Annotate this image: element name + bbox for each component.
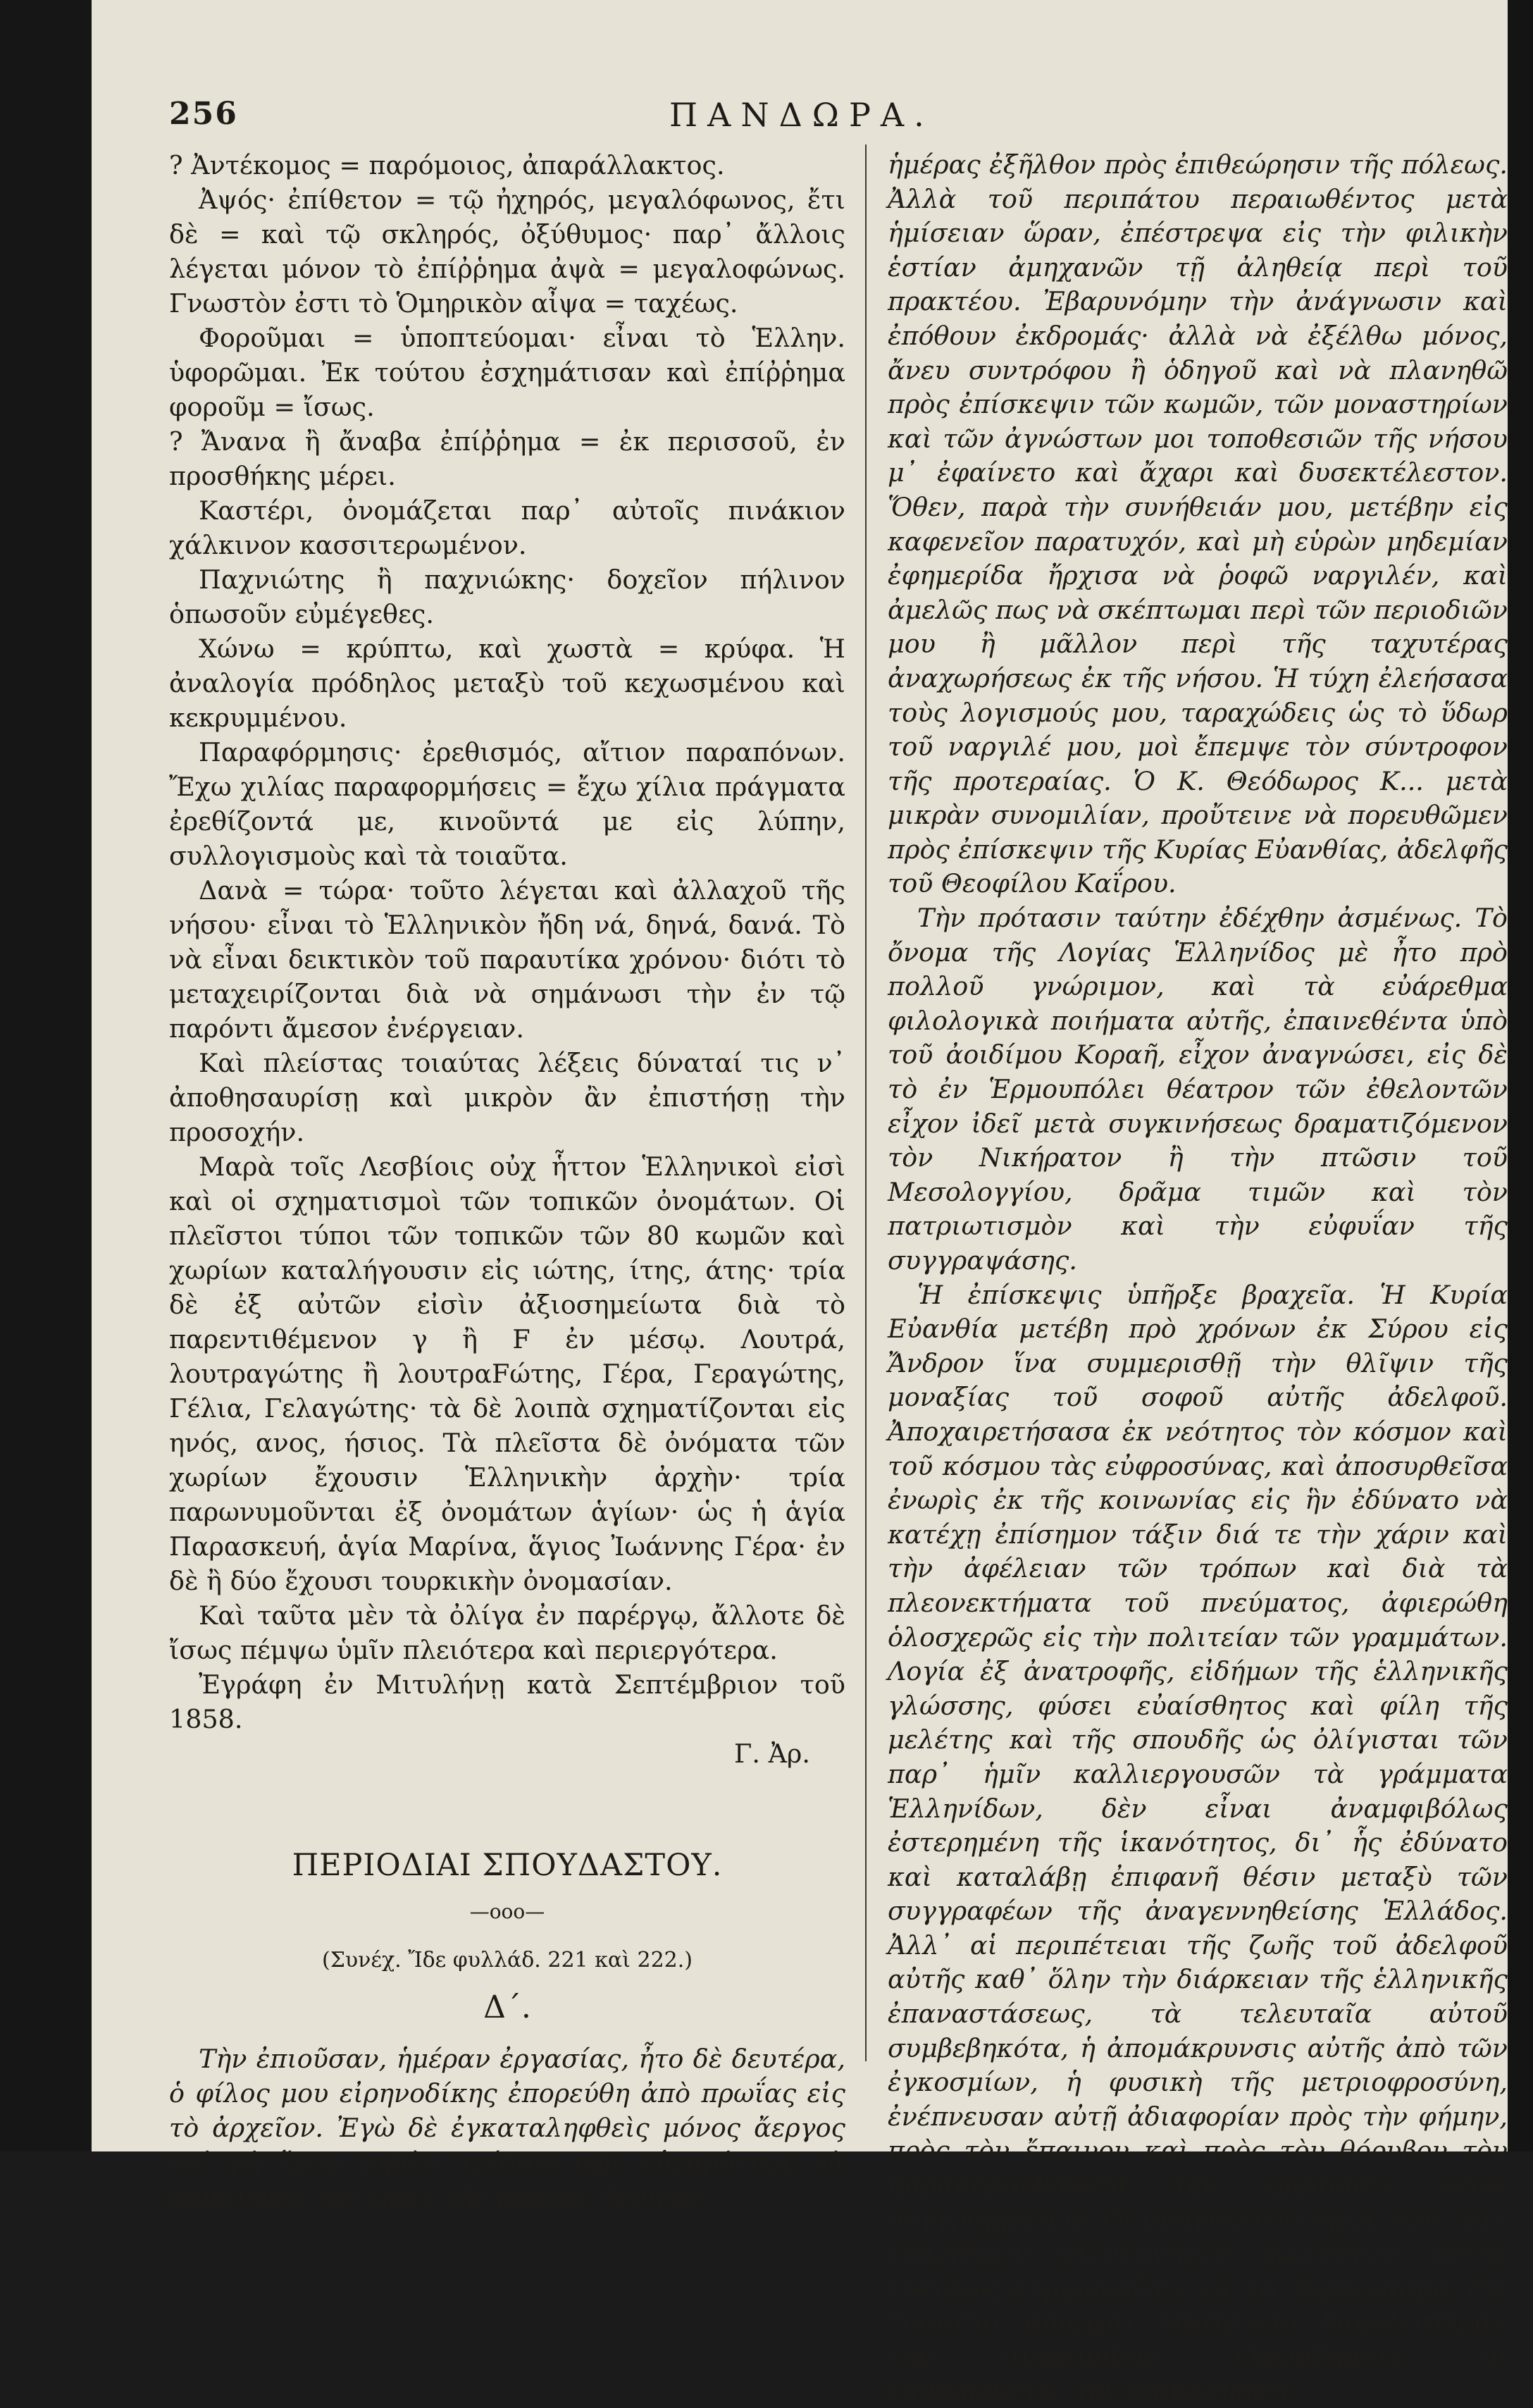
page-header	[92, 83, 1508, 140]
entry-antekomos: ? Ἀντέκομος = παρόμοιος, ἀπαράλλακτος.	[169, 150, 725, 180]
section-title: ΠΕΡΙΟΔΙΑΙ ΣΠΟΥΔΑΣΤΟΥ.	[292, 1848, 723, 1883]
page-gutter	[0, 0, 92, 2151]
journal-title: ΠΑΝΔΩΡΑ.	[669, 96, 934, 134]
entry-dana: Δανὰ = τώρα· τοῦτο λέγεται καὶ ἀλλαχοῦ τῆς νήσου· εἶναι τὸ Ἑλληνικὸν ἤδη νά, δηνά, δανά. Τὸ νὰ εἶναι δεικτικὸν τοῦ παραυτίκα χρόνου· διότι τὸ μεταχειρίζονται διὰ νὰ σημάνωσι τὴν ἐν τῷ παρόντι ἄμεσον ἐνέργειαν.	[169, 875, 845, 1044]
chapter-number: Δ΄.	[483, 1989, 531, 2025]
paragraph-closing: Καὶ ταῦτα μὲν τὰ ὀλίγα ἐν παρέργῳ, ἄλλοτε δὲ ἴσως πέμψω ὑμῖν πλειότερα καὶ περιεργότερα.	[169, 1600, 845, 1665]
entry-chono: Χώνω = κρύπτω, καὶ χωστὰ = κρύφα. Ἡ ἀναλογία πρόδηλος μεταξὺ τοῦ κεχωσμένου καὶ κεκρυμμένου.	[169, 634, 845, 733]
page-edge-shadow	[1508, 0, 1533, 2151]
section-separator: —ooo—	[469, 1900, 545, 1923]
continuation-note: (Συνέχ. Ἴδε φυλλάδ. 221 καὶ 222.)	[322, 1948, 693, 1972]
entry-kasteri: Καστέρι, ὀνομάζεται παρ᾽ αὐτοῖς πινάκιον χάλκινον κασσιτερωμένον.	[169, 495, 845, 560]
paragraph-place-names: Μαρὰ τοῖς Λεσβίοις οὐχ ἧττον Ἑλληνικοὶ εἰσὶ καὶ οἱ σχηματισμοὶ τῶν τοπικῶν ὀνομάτων. Οἱ πλεῖστοι τύποι τῶν τοπικῶν τῶν 80 κωμῶν καὶ χωρίων καταλήγουσιν εἰς ιώτης, ίτης, άτης· τρία δὲ ἐξ αὐτῶν εἰσὶν ἀξιοσημείωτα διὰ τὸ παρεντιθέμενον γ ἢ F ἐν μέσῳ. Λουτρά, λουτραγώτης ἢ λουτραFώτης, Γέρα, Γεραγώτης, Γέλια, Γελαγώτης· τὰ δὲ λοιπὰ σχηματίζονται εἰς ηνός, ανος, ήσιος. Τὰ πλεῖστα δὲ ὀνόματα τῶν χωρίων ἔχουσιν Ἑλληνικὴν ἀρχὴν· τρία παρωνυμοῦνται ἐξ ὀνομάτων ἁγίων· ὡς ἡ ἁγία Παρασκευή, ἁγία Μαρίνα, ἅγιος Ἰωάννης Γέρα· ἐν δὲ ἢ δύο ἔχουσι τουρκικὴν ὀνομασίαν.	[169, 1151, 845, 1596]
right-paragraph-3: Ἡ ἐπίσκεψις ὑπῆρξε βραχεῖα. Ἡ Κυρία Εὐανθία μετέβη πρὸ χρόνων ἐκ Σύρου εἰς Ἄνδρον ἵνα συμμερισθῇ τὴν θλῖψιν τῆς μοναξίας τοῦ σοφοῦ αὐτῆς ἀδελφοῦ. Ἀποχαιρετήσασα ἐκ νεότητος τὸν κόσμον καὶ τοῦ κόσμου τὰς εὐφροσύνας, καὶ ἀποσυρθεῖσα ἐνωρὶς ἐκ τῆς κοινωνίας εἰς ἣν ἐδύνατο νὰ κατέχῃ ἐπίσημον τάξιν διά τε τὴν χάριν καὶ τὴν ἀφέλειαν τῶν τρόπων καὶ διὰ τὰ πλεονεκτήματα τοῦ πνεύματος, ἀφιερώθη ὁλοσχερῶς εἰς τὴν πολιτείαν τῶν γραμμάτων. Λογία ἐξ ἀνατροφῆς, εἰδήμων τῆς ἑλληνικῆς γλώσσης, φύσει εὐαίσθητος καὶ φίλη τῆς μελέτης καὶ τῆς σπουδῆς ὡς ὀλίγισται τῶν παρ᾽ ἡμῖν καλλιεργουσῶν τὰ γράμματα Ἑλληνίδων, δὲν εἶναι ἀναμφιβόλως ἐστερημένη τῆς ἱκανότητος, δι᾽ ἧς ἐδύνατο καὶ καταλάβῃ ἐπιφανῆ θέσιν μεταξὺ τῶν συγγραφέων τῆς ἀναγεννηθείσης Ἑλλάδος. Ἀλλ᾽ αἱ περιπέτειαι τῆς ζωῆς τοῦ ἀδελφοῦ αὐτῆς καθ᾽ ὅλην τὴν διάρκειαν τῆς ἑλληνικῆς ἐπαναστάσεως, τὰ τελευταῖα αὐτοῦ συμβεβηκότα, ἡ ἀπομάκρυνσις αὐτῆς ἀπὸ τῶν ἐγκοσμίων, ἡ φυσικὴ τῆς μετριοφροσύνη, ἐνέπνευσαν αὐτῇ ἀδιαφορίαν πρὸς τὴν φήμην, πρὸς τὸν ἔπαινον καὶ πρὸς τὸν θόρυβον τὸν παρακολουθοῦντα τὴν ἐμφάνισιν νέων συγγραμμάτων. Οἱ ἀναγνῶσται ὅμως τῶν λίαν εὐαρίθμων φιλολογικῶν προϊόντων αὐτῆς εὐκόλως συμφωνοῦσιν εἰς τὸ συμπέρασμα, ὅτι τοιαῦται ἀπαρχαὶ ὑπέσχοντο δαψιλεστέραν τὴν συγκομιδὴν· Ὁπωσδήποτε, οἱ ἐπιθυμοῦντες τὴν διακόσμησιν	[888, 1279, 1508, 2406]
column-rule	[865, 144, 867, 2061]
page-number: 256	[169, 96, 238, 132]
chapter-opening-paragraph: Τὴν ἐπιοῦσαν, ἡμέραν ἐργασίας, ἦτο δὲ δευτέρα, ὁ φίλος μου εἰρηνοδίκης ἐπορεύθη ἀπὸ πρωΐας εἰς τὸ ἀρχεῖον. Ἐγὼ δὲ ἐγκαταληφθεὶς μόνος ἄεργος καὶ μὴ ἔχων μηδὲν σχέδιον πῶς εὐχαρίστως νὰ δαπανήσω τὰς ὥρας τῆς μακρᾶς θερινῆς	[169, 2044, 845, 2212]
entry-paraformisis: Παραφόρμησις· ἐρεθισμός, αἴτιον παραπόνων. Ἔχω χιλίας παραφορμήσεις = ἔχω χίλια πράγματα ἐρεθίζοντά με, κινοῦντά με εἰς λύπην, συλλογισμοὺς καὶ τὰ τοιαῦτα.	[169, 737, 845, 871]
entry-apsos: Ἀψός· ἐπίθετον = τῷ ἠχηρός, μεγαλόφωνος, ἔτι δὲ = καὶ τῷ σκληρός, ὀξύθυμος· παρ᾽ ἄλλοις λέγεται μόνον τὸ ἐπίῤῥημα ἀψὰ = μεγαλοφώνως. Γνωστὸν ἐστι τὸ Ὁμηρικὸν αἶψα = ταχέως.	[169, 185, 845, 319]
left-column	[169, 148, 845, 2214]
date-line: Ἐγράφη ἐν Μιτυλήνῃ κατὰ Σεπτέμβριον τοῦ 1858.	[169, 1669, 845, 1734]
right-paragraph-2: Τὴν πρότασιν ταύτην ἐδέχθην ἀσμένως. Τὸ ὄνομα τῆς Λογίας Ἑλληνίδος μὲ ἦτο πρὸ πολλοῦ γνώριμον, καὶ τὰ εὐάρεθμα φιλολογικὰ ποιήματα αὐτῆς, ἐπαινεθέντα ὑπὸ τοῦ ἀοιδίμου Κοραῆ, εἶχον ἀναγνώσει, εἰς δὲ τὸ ἐν Ἑρμουπόλει θέατρον τῶν ἐθελοντῶν εἶχον ἰδεῖ μετὰ συγκινήσεως δραματιζόμενον τὸν Νικήρατον ἢ τὴν πτῶσιν τοῦ Μεσολογγίου, δρᾶμα τιμῶν καὶ τὸν πατριωτισμὸν καὶ τὴν εὐφυΐαν τῆς συγγραψάσης.	[888, 903, 1508, 1276]
entry-pachniotis: Παχνιώτης ἢ παχνιώκης· δοχεῖον πήλινον ὁπωσοῦν εὐμέγεθες.	[169, 564, 845, 629]
right-paragraph-1: ἡμέρας ἐξῆλθον πρὸς ἐπιθεώρησιν τῆς πόλεως. Ἀλλὰ τοῦ περιπάτου περαιωθέντος μετὰ ἡμίσειαν ὥραν, ἐπέστρεψα εἰς τὴν φιλικὴν ἑστίαν ἀμηχανῶν τῇ ἀληθείᾳ περὶ τοῦ πρακτέου. Ἐβαρυνόμην τὴν ἀνάγνωσιν καὶ ἐπόθουν ἐκδρομάς· ἀλλὰ νὰ ἐξέλθω μόνος, ἄνευ συντρόφου ἢ ὁδηγοῦ καὶ νὰ πλανηθῶ πρὸς ἐπίσκεψιν τῶν κωμῶν, τῶν μοναστηρίων καὶ τῶν ἀγνώστων μοι τοποθεσιῶν τῆς νήσου μ᾽ ἐφαίνετο καὶ ἄχαρι καὶ δυσεκτέλεστον. Ὅθεν, παρὰ τὴν συνήθειάν μου, μετέβην εἰς καφενεῖον παρατυχόν, καὶ μὴ εὑρὼν μηδεμίαν ἐφημερίδα ἤρχισα νὰ ῥοφῶ ναργιλέν, καὶ ἀμελῶς πως νὰ σκέπτωμαι περὶ τῶν περιοδιῶν μου ἢ μᾶλλον περὶ τῆς ταχυτέρας ἀναχωρήσεως ἐκ τῆς νήσου. Ἡ τύχη ἐλεήσασα τοὺς λογισμούς μου, ταραχώδεις ὡς τὸ ὕδωρ τοῦ ναργιλέ μου, μοὶ ἔπεμψε τὸν σύντροφον τῆς προτεραίας. Ὁ Κ. Θεόδωρος Κ... μετὰ μικρὰν συνομιλίαν, προὔτεινε νὰ πορευθῶμεν πρὸς ἐπίσκεψιν τῆς Κυρίας Εὐανθίας, ἀδελφῆς τοῦ Θεοφίλου Καΐρου.	[888, 149, 1508, 899]
paragraph-more-words: Καὶ πλείστας τοιαύτας λέξεις δύναταί τις ν᾽ ἀποθησαυρίσῃ καὶ μικρὸν ἂν ἐπιστήσῃ τὴν προσοχήν.	[169, 1048, 845, 1147]
author-signature: Γ. Ἀρ.	[734, 1739, 810, 1769]
entry-anana: ? Ἄνανα ἢ ἄναβα ἐπίῤῥημα = ἐκ περισσοῦ, ἐν προσθήκης μέρει.	[169, 426, 845, 491]
entry-foroumai: Φοροῦμαι = ὑποπτεύομαι· εἶναι τὸ Ἑλλην. ὑφορῶμαι. Ἐκ τούτου ἐσχημάτισαν καὶ ἐπίῤῥημα φοροῦμ = ἴσως.	[169, 323, 845, 422]
right-column	[888, 148, 1508, 2408]
scanned-page	[92, 0, 1508, 2406]
